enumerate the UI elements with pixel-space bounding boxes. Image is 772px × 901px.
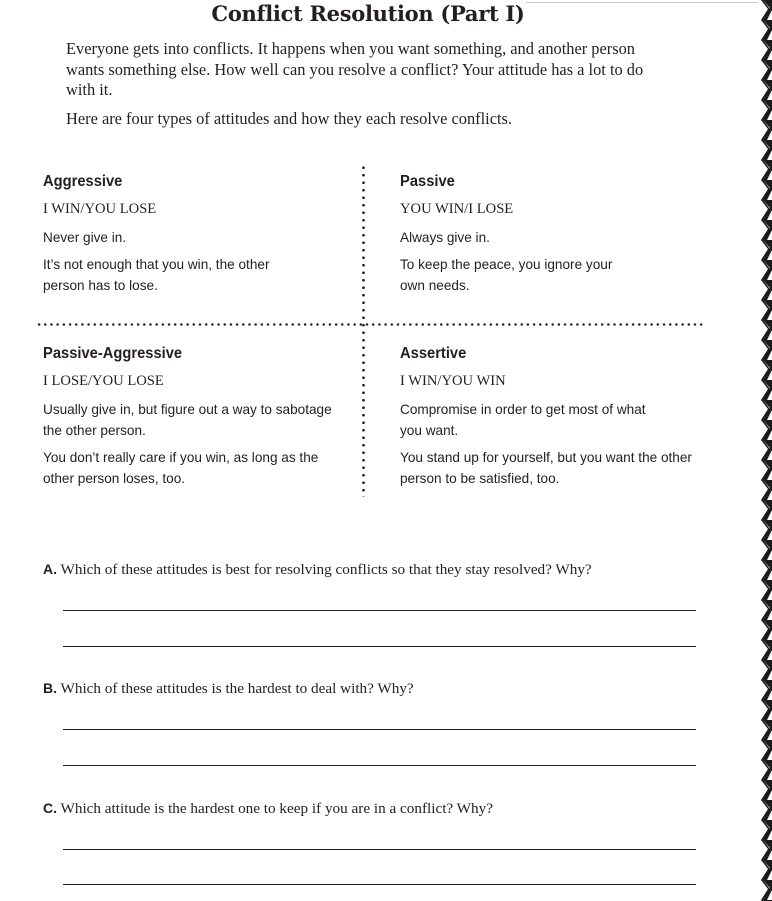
attitude-name: Passive	[400, 173, 455, 190]
attitude-name: Aggressive	[43, 173, 123, 190]
question-letter: C.	[43, 800, 57, 816]
attitude-description: To keep the peace, you ignore your own needs.	[400, 257, 613, 293]
answer-line[interactable]	[63, 884, 696, 885]
attitude-motto: I WIN/YOU WIN	[400, 373, 506, 389]
attitude-description: Never give in.	[43, 230, 127, 245]
decorative-border	[758, 0, 772, 901]
quadrant-assertive	[400, 343, 700, 495]
quadrant-passive	[400, 171, 700, 302]
horizontal-dotted-divider	[36, 323, 703, 326]
attitude-name: Assertive	[400, 345, 467, 362]
attitude-description: Usually give in, but figure out a way to sabotage the other person.	[43, 402, 332, 438]
attitude-motto: I LOSE/YOU LOSE	[43, 373, 164, 389]
question-a	[43, 559, 723, 580]
attitude-description: It’s not enough that you win, the other person has to lose.	[43, 257, 270, 293]
attitude-description: You stand up for yourself, but you want the other person to be satisfied, too.	[400, 450, 692, 486]
intro-paragraph-2: Here are four types of attitudes and how they each resolve conflicts.	[66, 109, 513, 128]
question-c	[43, 798, 723, 819]
attitude-description: Always give in.	[400, 230, 490, 245]
page-title: Conflict Resolution (Part I)	[211, 1, 525, 26]
attitude-description: Compromise in order to get most of what you want.	[400, 402, 646, 438]
vertical-dotted-divider	[362, 164, 365, 497]
question-text: Which of these attitudes is the hardest to deal with? Why?	[60, 680, 414, 697]
answer-line[interactable]	[63, 646, 696, 647]
intro-paragraph: Everyone gets into conflicts. It happens when you want something, and another person wants something else. How well can you resolve a conflict? Your attitude has a lot to do with it.	[66, 39, 644, 99]
answer-line[interactable]	[63, 729, 696, 730]
attitude-motto: YOU WIN/I LOSE	[400, 201, 514, 217]
question-text: Which attitude is the hardest one to keep if you are in a conflict? Why?	[60, 800, 493, 817]
question-letter: B.	[43, 680, 57, 696]
attitude-motto: I WIN/YOU LOSE	[43, 201, 157, 217]
quadrant-aggressive	[43, 171, 343, 302]
answer-line[interactable]	[63, 610, 696, 611]
question-text: Which of these attitudes is best for resolving conflicts so that they stay resolved? Why?	[60, 561, 592, 578]
quadrant-passive-aggressive	[43, 343, 343, 495]
question-letter: A.	[43, 561, 57, 577]
attitude-description: You don’t really care if you win, as long as the other person loses, too.	[43, 450, 319, 486]
attitude-name: Passive-Aggressive	[43, 345, 183, 362]
answer-line[interactable]	[63, 765, 696, 766]
question-b	[43, 678, 723, 699]
answer-line[interactable]	[63, 849, 696, 850]
